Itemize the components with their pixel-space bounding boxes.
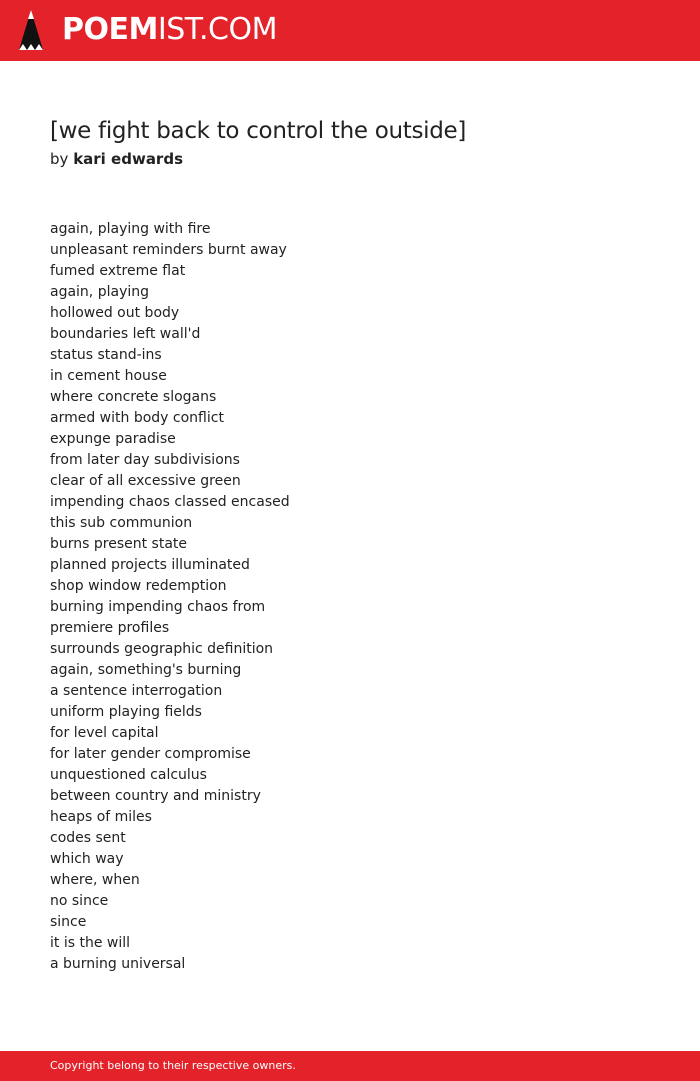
poem-line: a sentence interrogation: [50, 683, 223, 699]
poem-line: heaps of miles: [50, 809, 152, 825]
poem-line: planned projects illuminated: [50, 557, 250, 573]
poem-line: impending chaos classed encased: [50, 494, 290, 510]
poem-line: burns present state: [50, 536, 188, 552]
poem-line: again, playing with fire: [50, 221, 211, 237]
poem-line: no since: [50, 893, 109, 909]
poem-line: where concrete slogans: [50, 389, 217, 405]
poem-line: in cement house: [50, 368, 167, 384]
byline-prefix: by: [50, 150, 69, 168]
poem-line: uniform playing fields: [50, 704, 202, 720]
poem-line: status stand-ins: [50, 347, 162, 363]
poem-body: [50, 219, 290, 975]
poem-line: a burning universal: [50, 956, 186, 972]
poem-line: armed with body conflict: [50, 410, 224, 426]
poem-title: [we fight back to control the outside]: [50, 118, 467, 144]
poem-line: for later gender compromise: [50, 746, 251, 762]
copyright-notice: Copyright belong to their respective owners.: [50, 1059, 296, 1072]
poem-line: surrounds geographic definition: [50, 641, 274, 657]
poem-line: it is the will: [50, 935, 131, 951]
logo-bold-part: POEM: [62, 12, 158, 47]
poem-line: since: [50, 914, 87, 930]
poem-line: this sub communion: [50, 515, 193, 531]
logo-light-part: IST.COM: [157, 12, 277, 47]
poem-line: between country and ministry: [50, 788, 261, 804]
poem-line: shop window redemption: [50, 578, 227, 594]
poem-line: codes sent: [50, 830, 126, 846]
pencil-tip-icon[interactable]: [18, 10, 44, 52]
poem-line: from later day subdivisions: [50, 452, 240, 468]
site-footer: [0, 1051, 700, 1081]
poem-line: fumed extreme flat: [50, 263, 186, 279]
poem-line: for level capital: [50, 725, 159, 741]
poem-line: again, playing: [50, 284, 149, 300]
poem-line: again, something's burning: [50, 662, 242, 678]
poem-line: expunge paradise: [50, 431, 176, 447]
site-logo[interactable]: [62, 12, 277, 48]
poem-byline: [50, 149, 183, 169]
poem-line: where, when: [50, 872, 140, 888]
poem-line: unpleasant reminders burnt away: [50, 242, 287, 258]
poem-line: which way: [50, 851, 124, 867]
poem-author: kari edwards: [73, 150, 183, 168]
poem-line: clear of all excessive green: [50, 473, 241, 489]
poem-line: unquestioned calculus: [50, 767, 207, 783]
poem-line: boundaries left wall'd: [50, 326, 201, 342]
site-header: [0, 0, 700, 61]
poem-line: hollowed out body: [50, 305, 180, 321]
poem-line: premiere profiles: [50, 620, 170, 636]
poem-line: burning impending chaos from: [50, 599, 266, 615]
